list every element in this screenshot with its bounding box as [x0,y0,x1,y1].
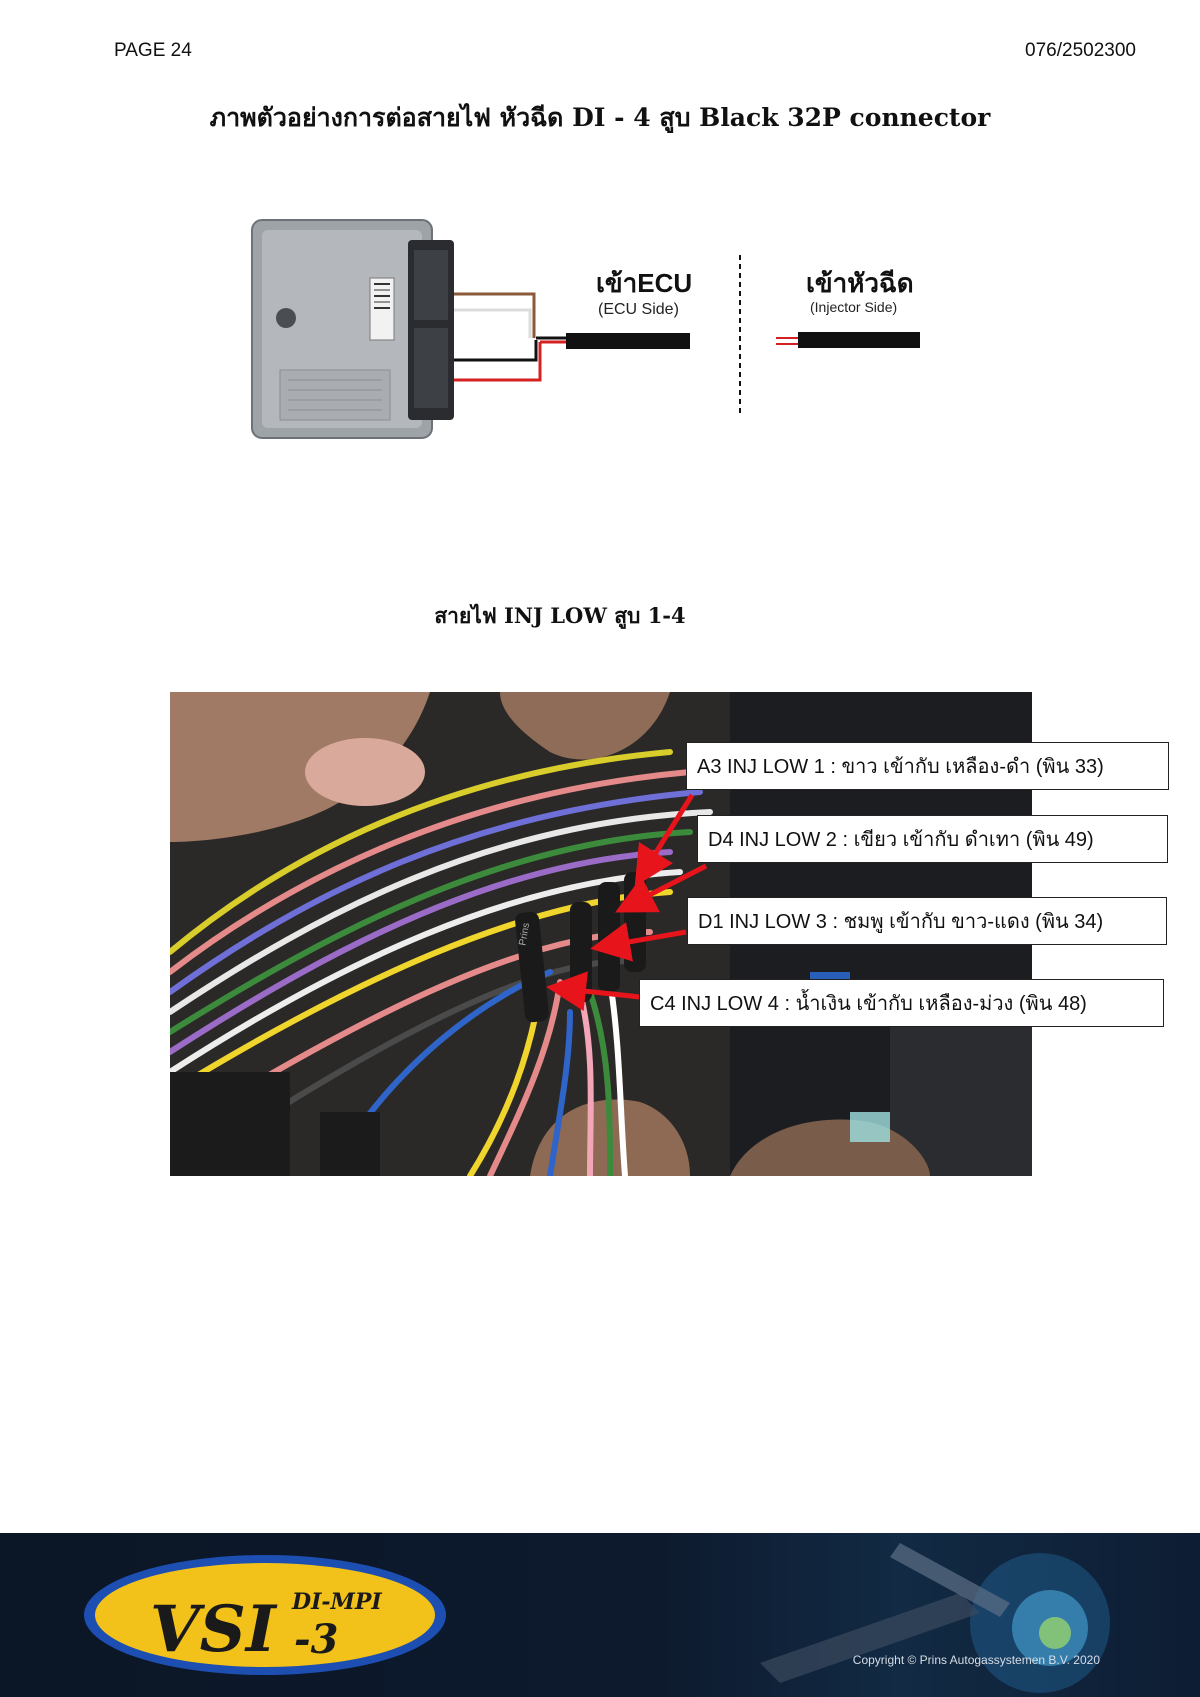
svg-text:VSI: VSI [150,1592,276,1667]
copyright-text: Copyright © Prins Autogassystemen B.V. 2020 [852,1653,1100,1667]
callout-inj-low-4: C4 INJ LOW 4 : น้ำเงิน เข้ากับ เหลือง-ม่วง (พิน 48) [639,979,1164,1027]
injector-side-cable [798,332,920,348]
svg-text:DI-MPI: DI-MPI [292,1589,382,1615]
svg-text:Prins: Prins [517,922,533,947]
ecu-side-label: เข้าECU [596,268,693,298]
page-title: ภาพตัวอย่างการต่อสายไฟ หัวฉีด DI - 4 สูบ Black 32P connector [209,103,991,132]
ecu-wires [454,294,570,380]
ecu-side-cable [566,333,690,349]
phone-number: 076/2502300 [1025,40,1136,61]
section-subtitle: สายไฟ INJ LOW สูบ 1-4 [434,603,686,628]
callout-inj-low-3: D1 INJ LOW 3 : ชมพู เข้ากับ ขาว-แดง (พิน 34) [687,897,1167,945]
footer-banner [0,1533,1200,1697]
callout-inj-low-1: A3 INJ LOW 1 : ขาว เข้ากับ เหลือง-ดำ (พิน 33) [686,742,1169,790]
injector-side-sublabel: (Injector Side) [810,299,898,315]
svg-text:-3: -3 [294,1616,339,1663]
page-number: PAGE 24 [114,40,192,61]
injector-side-label: เข้าหัวฉีด [806,268,914,298]
ecu-unit-image [252,220,454,438]
callout-inj-low-2: D4 INJ LOW 2 : เขียว เข้ากับ ดำเทา (พิน 49) [697,815,1168,863]
ecu-side-sublabel: (ECU Side) [598,301,679,318]
vsi-logo [82,1553,448,1677]
ecu-wiring-diagram [240,210,940,450]
